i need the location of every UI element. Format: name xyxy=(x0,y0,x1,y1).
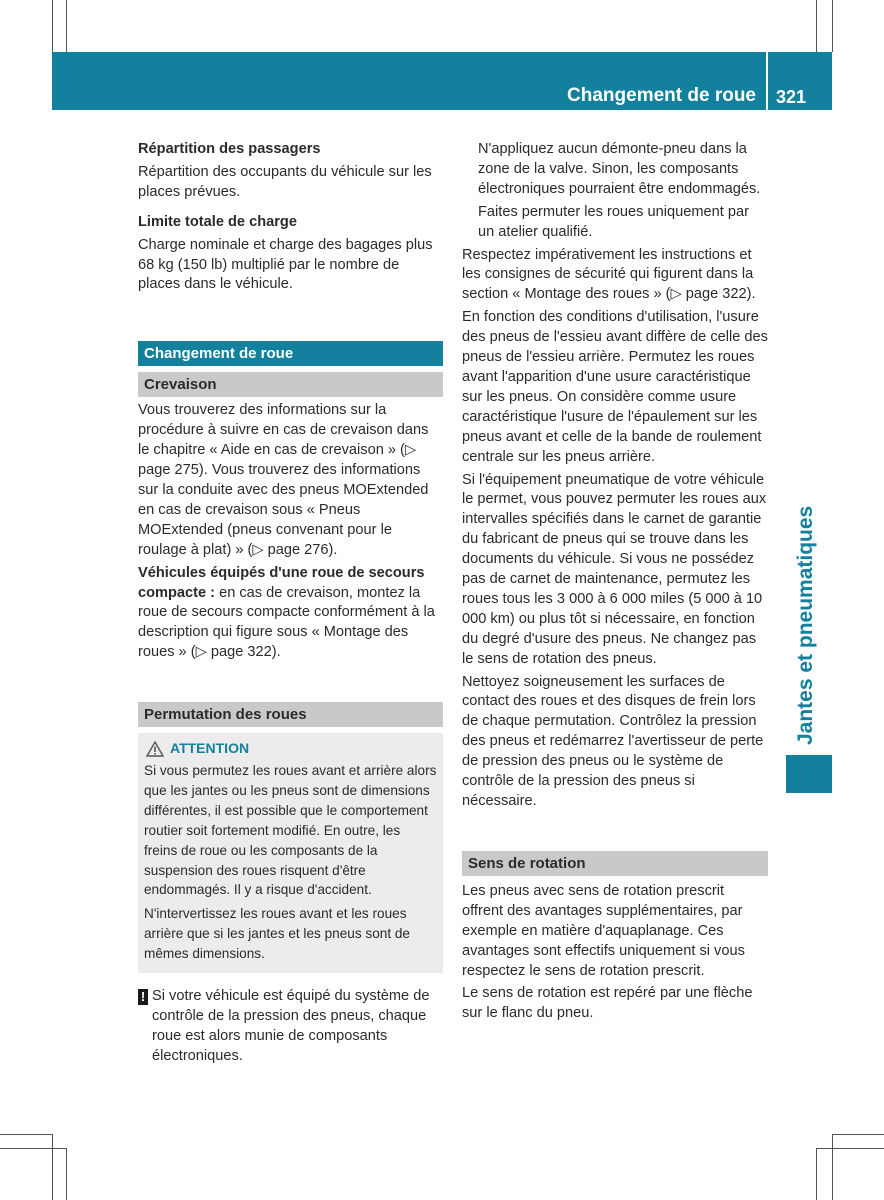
section-heading-crevaison: Crevaison xyxy=(138,372,443,397)
crop-mark xyxy=(66,0,67,52)
paragraph-text: en cas de crevaison, montez la roue de secours compacte conformément à la description qui figure sous « Montage des roues » (▷ page 322). xyxy=(138,584,435,661)
left-column xyxy=(138,140,443,1070)
paragraph: N'appliquez aucun démonte-pneu dans la zone de la valve. Sinon, les composants électroniques pourraient être endommagés. xyxy=(478,141,761,197)
note xyxy=(138,987,443,1067)
paragraph: Charge nominale et charge des bagages plus 68 kg (150 lb) multiplié par le nombre de places dans le véhicule. xyxy=(138,236,433,293)
section-heading-permutation: Permutation des roues xyxy=(138,702,443,727)
paragraph: Si l'équipement pneumatique de votre véhicule le permet, vous pouvez permuter les roues aux intervalles spécifiés dans le carnet de garantie du fabricant de pneus qui se trouve dans les documents du véhicule. Si vous ne possédez pas de carnet de maintenance, permutez les roues tous les 3 000 à 6 000 miles (5 000 à 10 000 km) ou plus tôt si nécessaire, en fonction du degré d'usure des pneus. Ne changez pas le sens de rotation des pneus. xyxy=(462,471,767,667)
paragraph: Nettoyez soigneusement les surfaces de contact des roues et des disques de frein lors de chaque permutation. Contrôlez la pression des pneus et redémarrez l'avertisseur de perte de pression des pneus ou le système de contrôle de la pression des pneus si nécessaire. xyxy=(462,673,764,809)
paragraph: Répartition des occupants du véhicule sur les places prévues. xyxy=(138,163,432,200)
section-heading-changement: Changement de roue xyxy=(138,341,443,366)
crop-mark xyxy=(0,1148,66,1149)
subheading-charge: Limite totale de charge xyxy=(138,213,297,230)
chapter-tab-marker xyxy=(786,755,832,793)
crop-mark xyxy=(66,1148,67,1200)
subheading-passagers: Répartition des passagers xyxy=(138,141,321,157)
crop-mark xyxy=(52,0,53,52)
chapter-tab-label: Jantes et pneumatiques xyxy=(794,505,817,745)
paragraph: Faites permuter les roues uniquement par un atelier qualifié. xyxy=(478,203,749,240)
paragraph: Le sens de rotation est repéré par une flèche sur le flanc du pneu. xyxy=(462,985,753,1022)
crop-mark xyxy=(52,1134,53,1200)
paragraph: En fonction des conditions d'utilisation, l'usure des pneus de l'essieu avant diffère de celle des pneus de l'essieu arrière. Permutez les roues avant l'apparition d'une usure caractéristique sur les pneus. On considère comme usure caractéristique l'usure de l'épaulement sur les pneus avant et celle de la bande de roulement centrale sur les pneus arrière. xyxy=(462,309,768,465)
warning-title-text: ATTENTION xyxy=(170,740,250,757)
paragraph: Les pneus avec sens de rotation prescrit offrent des avantages supplémentaires, par exemple en matière d'aquaplanage. Ces avantages sont effectifs uniquement si vous respectez le sens de rotation prescrit. xyxy=(462,882,745,979)
warning-box xyxy=(138,733,443,973)
page-number: 321 xyxy=(776,87,807,107)
bold-lead: Véhicules équipés d'une roue de secours compacte : xyxy=(138,564,425,601)
crop-mark xyxy=(832,1134,884,1135)
crop-mark xyxy=(816,0,817,52)
crop-mark xyxy=(832,1134,833,1200)
warning-triangle-icon xyxy=(146,741,164,757)
crop-mark xyxy=(816,1148,817,1200)
crop-mark xyxy=(816,1148,884,1149)
header-divider xyxy=(766,52,768,110)
note-text: Si votre véhicule est équipé du système de contrôle de la pression des pneus, chaque roue est alors munie de composants électroniques. xyxy=(152,988,430,1064)
paragraph: Respectez impérativement les instructions et les consignes de sécurité qui figurent dans la section « Montage des roues » (▷ page 322). xyxy=(462,246,756,303)
crop-mark xyxy=(0,1134,52,1135)
right-column xyxy=(462,140,768,1027)
warning-text: Si vous permutez les roues avant et arrière alors que les jantes ou les pneus sont de dimensions différentes, il est possible que le comportement routier soit fortement modifié. En outre, les freins de roue ou les composants de la suspension des roues risquent d'être endommagés. Il y a risque d'accident. xyxy=(144,763,437,898)
warning-title xyxy=(144,739,437,759)
paragraph: Vous trouverez des informations sur la procédure à suivre en cas de crevaison dans le chapitre « Aide en cas de crevaison » (▷ page 275). Vous trouverez des informations sur la conduite avec des pneus MOExtended en cas de crevaison sous « Pneus MOExtended (pneus convenant pour le roulage à plat) » (▷ page 276). xyxy=(138,402,429,558)
section-heading-rotation: Sens de rotation xyxy=(462,851,768,876)
exclamation-icon: ! xyxy=(138,989,148,1005)
paragraph xyxy=(138,564,443,664)
crop-mark xyxy=(832,0,833,52)
warning-text: N'intervertissez les roues avant et les roues arrière que si les jantes et les pneus sont de mêmes dimensions. xyxy=(144,906,410,962)
page-title: Changement de roue xyxy=(567,85,756,106)
